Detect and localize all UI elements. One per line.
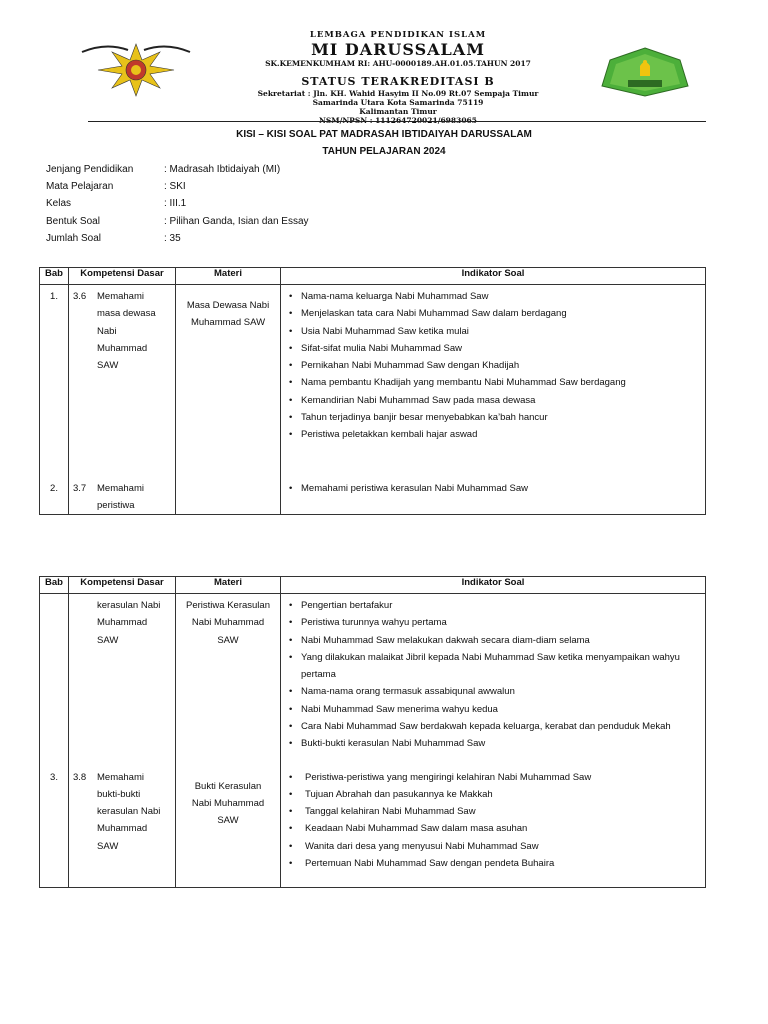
kd-line: kerasulan Nabi [97, 600, 161, 611]
indikator-list [281, 285, 705, 444]
kisi-table-2 [39, 576, 706, 888]
kisi-table-1 [39, 267, 706, 515]
indikator-item: • Peristiwa turunnya wahyu pertama [289, 614, 701, 631]
kd-text [97, 288, 171, 374]
bab-number: 1. [50, 291, 58, 302]
header-bab: Bab [40, 577, 69, 594]
kd-line: SAW [97, 634, 119, 646]
indikator-item: • Peristiwa peletakkan kembali hajar aswad [289, 426, 701, 443]
document-subtitle: TAHUN PELAJARAN 2024 [322, 146, 446, 157]
cell-materi [176, 766, 281, 888]
materi-line: Peristiwa Kerasulan [186, 600, 270, 611]
header-materi: Materi [176, 577, 281, 594]
indikator-list [281, 477, 705, 497]
indikator-item: • Cara Nabi Muhammad Saw berdakwah kepada keluarga, kerabat dan penduduk Mekah [289, 718, 701, 735]
kd-wrapper [69, 766, 175, 855]
kd-line: Memahami [97, 291, 144, 302]
kd-text [97, 769, 171, 855]
bab-number: 3. [50, 771, 58, 783]
kd-wrapper [69, 594, 175, 649]
indikator-item: • Bukti-bukti kerasulan Nabi Muhammad Saw [289, 735, 701, 752]
kd-line: kerasulan Nabi [97, 806, 161, 818]
indikator-item: • Nabi Muhammad Saw menerima wahyu kedua [289, 701, 701, 718]
indikator-item: • Pernikahan Nabi Muhammad Saw dengan Khadijah [289, 357, 701, 374]
cell-kompetensi-dasar [69, 285, 176, 477]
registration-number: SK.KEMENKUMHAM RI: AHU-0000189.AH.01.05.TAHUN 2017 [265, 59, 531, 68]
table-row [40, 594, 706, 766]
cell-materi [176, 477, 281, 515]
bab-number: 2. [50, 482, 58, 494]
info-value: : 35 [164, 232, 181, 244]
kd-number: 3.8 [73, 771, 87, 783]
kd-wrapper [69, 477, 175, 515]
materi-text [176, 477, 280, 489]
info-value: : III.1 [164, 198, 187, 210]
kd-text [97, 480, 171, 515]
cell-materi [176, 594, 281, 766]
header-bab: Bab [40, 268, 69, 285]
header-kompetensi-dasar: Kompetensi Dasar [69, 268, 176, 285]
indikator-list [281, 594, 705, 753]
header-indikator-soal: Indikator Soal [281, 268, 706, 285]
info-value: : Pilihan Ganda, Isian dan Essay [164, 215, 309, 227]
kd-line: peristiwa [97, 499, 135, 511]
kd-line: Memahami [97, 482, 144, 494]
indikator-item: • Tanggal kelahiran Nabi Muhammad Saw [289, 803, 701, 820]
kd-line: masa dewasa [97, 308, 156, 320]
kd-text [69, 597, 171, 649]
school-name: MI DARUSSALAM [311, 40, 485, 59]
header-materi: Materi [176, 268, 281, 285]
indikator-item: • Kemandirian Nabi Muhammad Saw pada masa dewasa [289, 392, 701, 409]
materi-text [176, 594, 280, 649]
indikator-list [281, 766, 705, 873]
info-label: Jumlah Soal [46, 232, 102, 244]
info-label: Jenjang Pendidikan [46, 164, 134, 175]
materi-line: Nabi Muhammad [191, 797, 265, 809]
table-row [40, 285, 706, 477]
indikator-item: • Pertemuan Nabi Muhammad Saw dengan pendeta Buhaira [289, 855, 701, 872]
info-label: Mata Pelajaran [46, 181, 114, 193]
header-indikator-soal: Indikator Soal [281, 577, 706, 594]
kd-line: Muhammad [97, 823, 148, 835]
cell-bab [40, 766, 69, 888]
indikator-item: • Sifat-sifat mulia Nabi Muhammad Saw [289, 340, 701, 357]
institution-name: LEMBAGA PENDIDIKAN ISLAM [309, 30, 487, 40]
indikator-item: • Nama-nama keluarga Nabi Muhammad Saw [289, 288, 701, 305]
indikator-item: • Wanita dari desa yang menyusui Nabi Muhammad Saw [289, 838, 701, 855]
kd-wrapper [69, 285, 175, 374]
indikator-item: • Nabi Muhammad Saw melakukan dakwah secara diam-diam selama [289, 632, 701, 649]
kd-line: SAW [97, 840, 119, 852]
indikator-item: • Memahami peristiwa kerasulan Nabi Muhammad Saw [289, 480, 701, 497]
kd-line: Muhammad [97, 342, 148, 354]
indikator-item: • Pengertian bertafakur [289, 597, 701, 614]
kd-line: bukti-bukti [97, 788, 141, 800]
materi-text [176, 285, 280, 332]
table-row [40, 477, 706, 515]
document-title: KISI – KISI SOAL PAT MADRASAH IBTIDAIYAH DARUSSALAM [236, 129, 532, 140]
materi-line: Nabi Muhammad [191, 617, 265, 629]
accreditation-status: STATUS TERAKREDITASI B [301, 75, 495, 88]
indikator-item: • Yang dilakukan malaikat Jibril kepada Nabi Muhammad Saw ketika menyampaikan wahyu pertama [289, 649, 701, 684]
cell-kompetensi-dasar [69, 477, 176, 515]
kd-number: 3.6 [73, 291, 87, 302]
kd-line: Memahami [97, 771, 144, 783]
address-line-2: Samarinda Utara Kota Samarinda 75119 [312, 98, 484, 107]
letterhead [0, 0, 768, 125]
indikator-item: • Menjelaskan tata cara Nabi Muhammad Saw dalam berdagang [289, 305, 701, 322]
cell-materi [176, 285, 281, 477]
address-line-1: Sekretariat : Jln. KH. Wahid Hasyim II No.09 Rt.07 Sempaja Timur [257, 89, 539, 98]
school-logo-right [600, 46, 690, 98]
cell-indikator-soal [281, 766, 706, 888]
indikator-item: • Usia Nabi Muhammad Saw ketika mulai [289, 323, 701, 340]
letterhead-divider [88, 121, 706, 122]
bab-number [40, 594, 68, 597]
materi-line: Bukti Kerasulan [194, 780, 262, 792]
header-kompetensi-dasar: Kompetensi Dasar [69, 577, 176, 594]
materi-text [176, 766, 280, 830]
materi-line: SAW [217, 815, 239, 827]
cell-bab [40, 477, 69, 515]
cell-kompetensi-dasar [69, 594, 176, 766]
info-value: : SKI [164, 181, 186, 193]
materi-line: Masa Dewasa Nabi [186, 300, 270, 311]
indikator-item: • Nama-nama orang termasuk assabiqunal awwalun [289, 683, 701, 700]
cell-bab [40, 594, 69, 766]
cell-bab [40, 285, 69, 477]
info-label: Bentuk Soal [46, 215, 100, 227]
indikator-item: • Tujuan Abrahah dan pasukannya ke Makkah [289, 786, 701, 803]
kd-line: Nabi [97, 325, 117, 337]
materi-line: SAW [217, 634, 239, 646]
indikator-item: • Peristiwa-peristiwa yang mengiringi kelahiran Nabi Muhammad Saw [289, 769, 701, 786]
nsm-npsn: NSM/NPSN : 111264720021/6983065 [319, 116, 477, 125]
cell-indikator-soal [281, 477, 706, 515]
indikator-item: • Nama pembantu Khadijah yang membantu Nabi Muhammad Saw berdagang [289, 374, 701, 391]
indikator-item: • Tahun terjadinya banjir besar menyebabkan ka’bah hancur [289, 409, 701, 426]
address-line-3: Kalimantan Timur [359, 107, 437, 116]
kd-line: SAW [97, 360, 119, 372]
indikator-item: • Keadaan Nabi Muhammad Saw dalam masa asuhan [289, 820, 701, 837]
cell-indikator-soal [281, 285, 706, 477]
organization-logo-left [76, 38, 196, 98]
cell-kompetensi-dasar [69, 766, 176, 888]
table-row [40, 766, 706, 888]
cell-indikator-soal [281, 594, 706, 766]
info-value: : Madrasah Ibtidaiyah (MI) [164, 164, 281, 175]
kd-number: 3.7 [73, 482, 87, 494]
info-label: Kelas [46, 198, 72, 210]
kd-line: Muhammad [97, 617, 148, 629]
materi-line: Muhammad SAW [190, 317, 266, 329]
